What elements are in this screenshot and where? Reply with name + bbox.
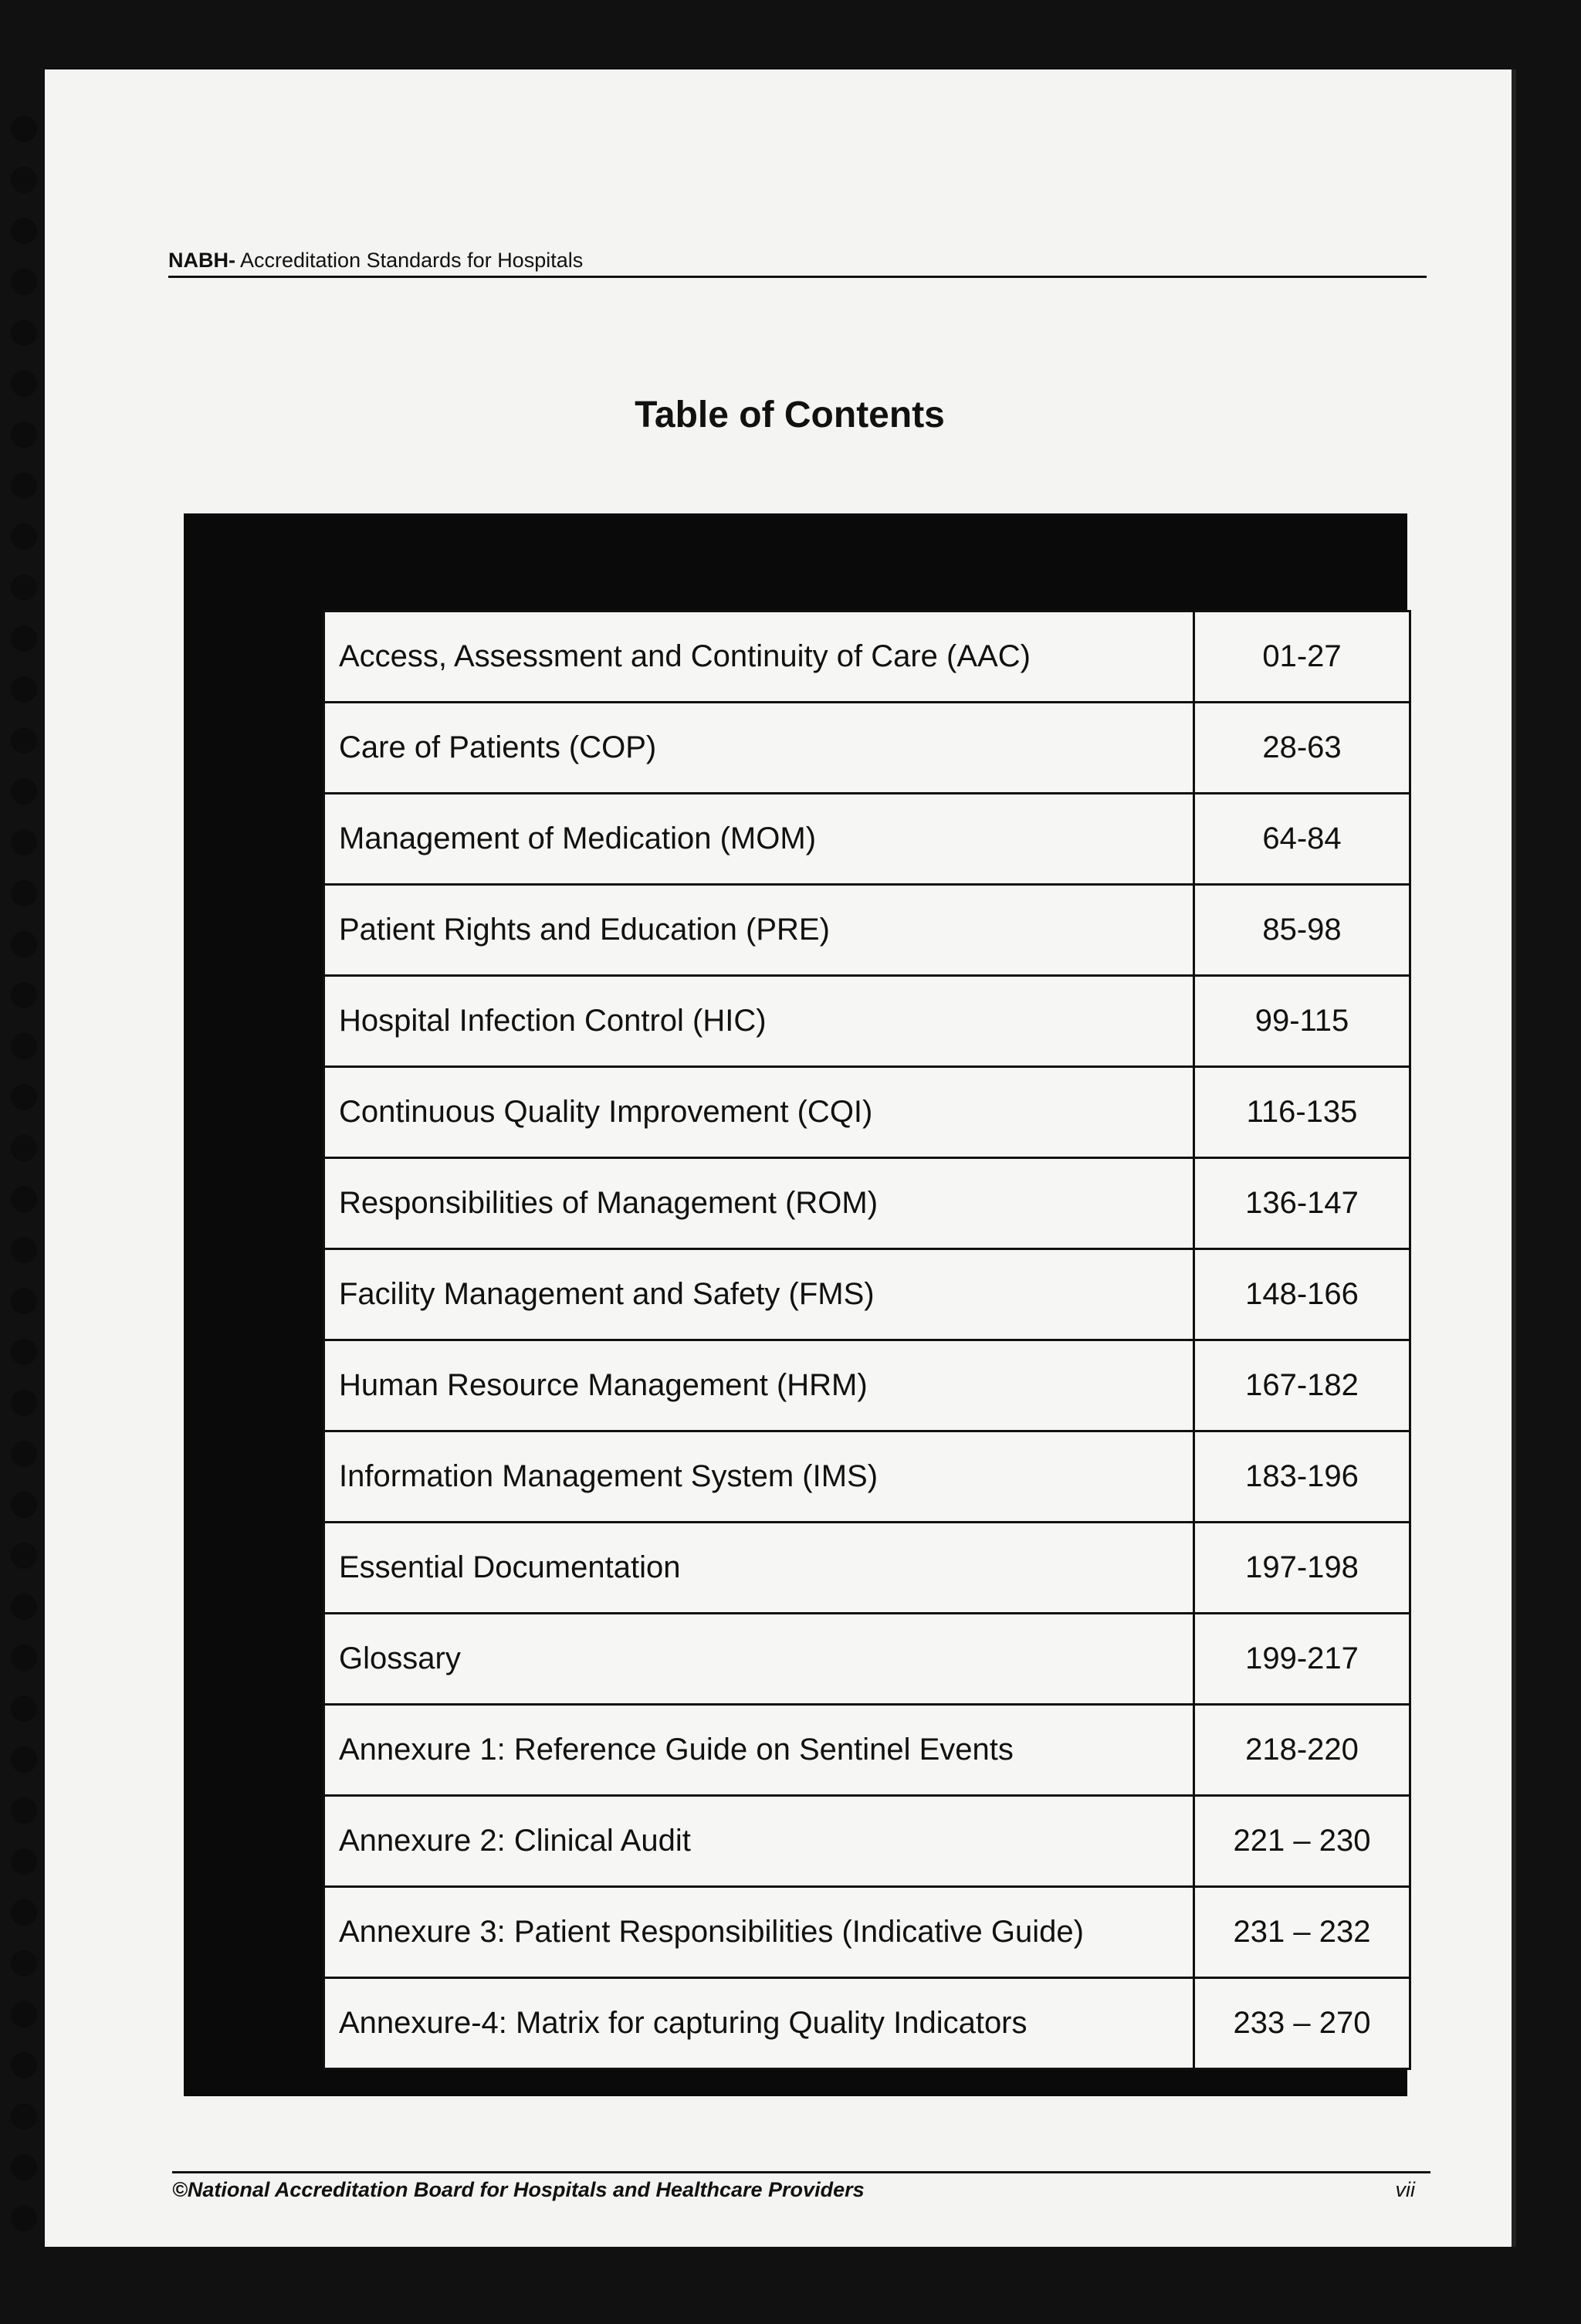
table-row — [324, 1978, 1410, 2069]
binding-hole — [11, 1848, 37, 1875]
binding-hole — [11, 1899, 37, 1926]
binding-hole — [11, 727, 37, 754]
toc-pages: 221 – 230 — [1194, 1796, 1410, 1887]
binding-hole — [11, 523, 37, 550]
toc-topic: Facility Management and Safety (FMS) — [324, 1249, 1194, 1340]
binding-hole — [11, 1033, 37, 1059]
binding-hole — [11, 422, 37, 448]
binding-hole — [11, 931, 37, 957]
toc-topic: Essential Documentation — [324, 1523, 1194, 1614]
binding-hole — [11, 116, 37, 142]
binding-hole — [11, 473, 37, 499]
table-row — [324, 1796, 1410, 1887]
table-row — [324, 1523, 1410, 1614]
binding-hole — [11, 2154, 37, 2180]
binding-hole — [11, 167, 37, 193]
table-row — [324, 1431, 1410, 1523]
binding-hole — [11, 2052, 37, 2078]
table-row — [324, 1887, 1410, 1978]
table-row — [324, 1614, 1410, 1705]
toc-topic: Hospital Infection Control (HIC) — [324, 976, 1194, 1067]
toc-topic: Annexure-4: Matrix for capturing Quality Indicators — [324, 1978, 1194, 2069]
binding-hole — [11, 778, 37, 805]
binding-hole — [11, 320, 37, 346]
footer-copyright: ©National Accreditation Board for Hospitals and Healthcare Providers — [172, 2178, 865, 2201]
binding-hole — [11, 574, 37, 601]
binding-hole — [11, 2205, 37, 2231]
toc-topic: Access, Assessment and Continuity of Care (AAC) — [324, 611, 1194, 703]
page-title: Table of Contents — [635, 395, 945, 435]
toc-pages: 148-166 — [1194, 1249, 1410, 1340]
header-brand: NABH- — [168, 249, 235, 272]
toc-topic: Glossary — [324, 1614, 1194, 1705]
table-row — [324, 976, 1410, 1067]
binding-hole — [11, 269, 37, 295]
binding-hole — [11, 1390, 37, 1416]
binding-hole — [11, 1084, 37, 1110]
toc-topic: Human Resource Management (HRM) — [324, 1340, 1194, 1431]
binding-hole — [11, 1594, 37, 1620]
binding-hole — [11, 1797, 37, 1824]
binding-hole — [11, 1950, 37, 1977]
binding-hole — [11, 880, 37, 906]
toc-topic: Annexure 2: Clinical Audit — [324, 1796, 1194, 1887]
binding-hole — [11, 829, 37, 855]
table-row — [324, 1249, 1410, 1340]
binding-hole — [11, 1339, 37, 1365]
toc-pages: 183-196 — [1194, 1431, 1410, 1523]
page-footer — [172, 2171, 1430, 2202]
toc-pages: 01-27 — [1194, 611, 1410, 703]
toc-pages: 99-115 — [1194, 976, 1410, 1067]
toc-topic: Continuous Quality Improvement (CQI) — [324, 1067, 1194, 1158]
toc-topic: Information Management System (IMS) — [324, 1431, 1194, 1523]
binding-hole — [11, 625, 37, 652]
binding-hole — [11, 1441, 37, 1467]
binding-hole — [11, 1288, 37, 1314]
toc-pages: 167-182 — [1194, 1340, 1410, 1431]
table-row — [324, 794, 1410, 885]
toc-pages: 218-220 — [1194, 1705, 1410, 1796]
table-row — [324, 703, 1410, 794]
document-page — [45, 69, 1516, 2247]
table-row — [324, 1158, 1410, 1249]
binding-hole — [11, 1746, 37, 1773]
toc-pages: 136-147 — [1194, 1158, 1410, 1249]
table-row — [324, 611, 1410, 703]
binding-hole — [11, 1492, 37, 1518]
toc-pages: 197-198 — [1194, 1523, 1410, 1614]
binding-hole — [11, 218, 37, 244]
toc-topic: Responsibilities of Management (ROM) — [324, 1158, 1194, 1249]
toc-topic: Management of Medication (MOM) — [324, 794, 1194, 885]
table-row — [324, 1705, 1410, 1796]
binding-hole — [11, 1186, 37, 1212]
toc-pages: 233 – 270 — [1194, 1978, 1410, 2069]
binding-hole — [11, 1135, 37, 1161]
toc-pages: 85-98 — [1194, 885, 1410, 976]
binding-hole — [11, 1543, 37, 1569]
toc-topic: Patient Rights and Education (PRE) — [324, 885, 1194, 976]
header-text: Accreditation Standards for Hospitals — [235, 249, 584, 272]
table-row — [324, 1340, 1410, 1431]
toc-topic: Annexure 1: Reference Guide on Sentinel Events — [324, 1705, 1194, 1796]
page-number: vii — [1395, 2178, 1415, 2201]
binding-hole — [11, 2103, 37, 2129]
table-row — [324, 885, 1410, 976]
binding-hole — [11, 2001, 37, 2028]
toc-pages: 199-217 — [1194, 1614, 1410, 1705]
table-row — [324, 1067, 1410, 1158]
toc-pages: 64-84 — [1194, 794, 1410, 885]
running-header — [168, 249, 1427, 278]
toc-pages: 231 – 232 — [1194, 1887, 1410, 1978]
binding-hole — [11, 676, 37, 703]
binding-hole — [11, 371, 37, 397]
toc-topic: Annexure 3: Patient Responsibilities (Indicative Guide) — [324, 1887, 1194, 1978]
toc-pages: 116-135 — [1194, 1067, 1410, 1158]
binding-hole — [11, 1237, 37, 1263]
binding-hole — [11, 1696, 37, 1722]
binding-hole — [11, 1645, 37, 1671]
toc-topic: Care of Patients (COP) — [324, 703, 1194, 794]
binding-hole — [11, 982, 37, 1008]
toc-pages: 28-63 — [1194, 703, 1410, 794]
spiral-binding — [11, 116, 49, 2316]
table-of-contents — [323, 610, 1411, 2070]
